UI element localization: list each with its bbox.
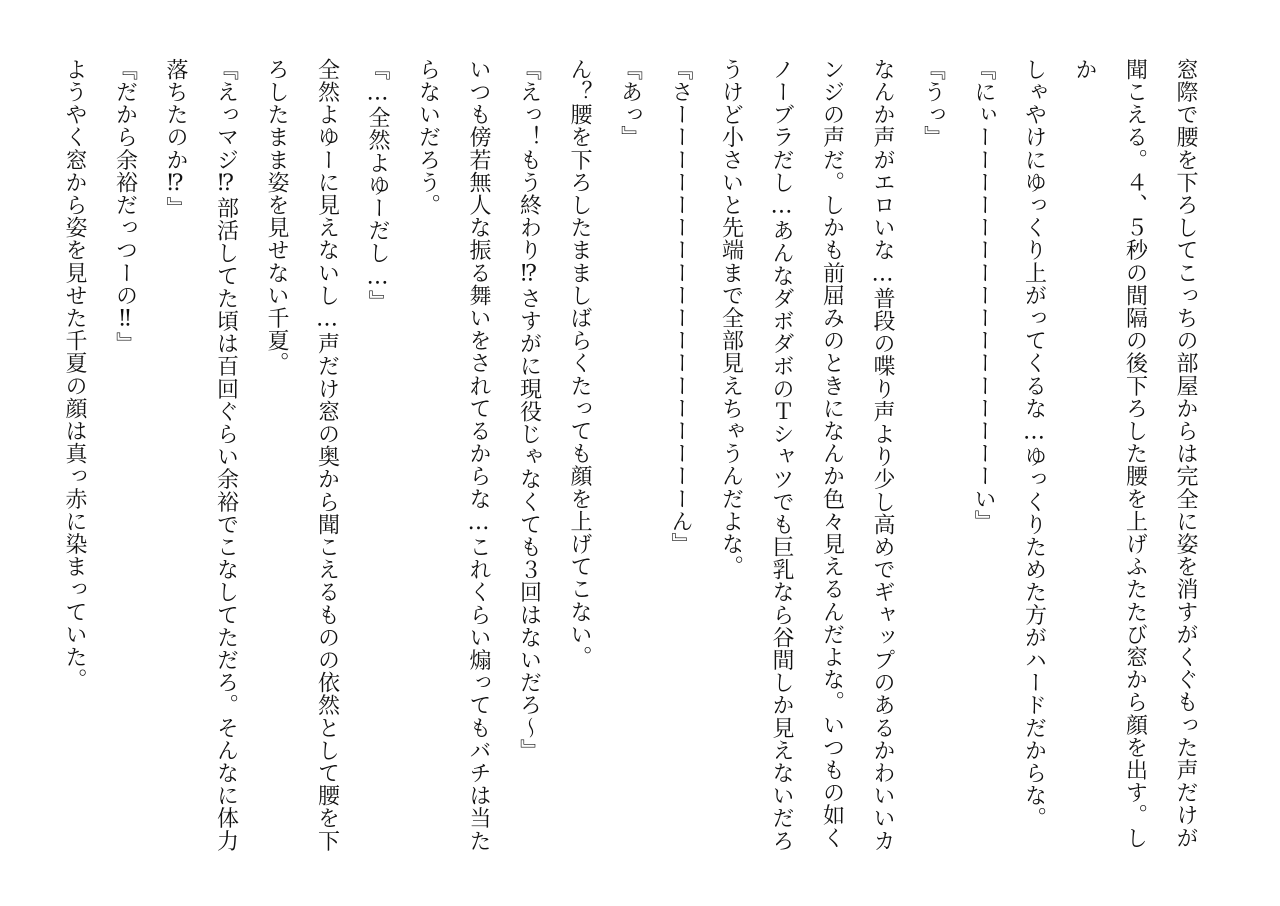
paragraph-narration-4: いつも傍若無人な振る舞いをされてるからな…これくらい煽ってもバチは当た らないだろう。 bbox=[415, 58, 491, 852]
dialogue-san: 『さーーーーーーーーーーーーーーーーーーん』 bbox=[668, 58, 693, 556]
dialogue-yoyuu: 『…全然よゆーだし…』 bbox=[365, 58, 390, 313]
dialogue-a: 『あっ』 bbox=[617, 58, 643, 149]
dialogue-maji: 『えっマジ⁉部活してた頃は百回ぐらい余裕でこなしてただろ。そんなに体力 落ちたのか⁉』 bbox=[163, 58, 239, 852]
paragraph-narration-2: なんか声がエロいな…普段の喋り声より少し高めでギャップのあるかわいいカ ンジの声だ。しかも前屈みのときになんか色々見えるんだよな。いつもの如く ノーブラだし…あんなダボダボのＴシャツでも巨乳なら谷間しか見えないだろ うけど小さいと先端まで全部見えちゃうんだよな。 bbox=[718, 58, 895, 852]
paragraph-narration-3: ん？腰を下ろしたまましばらくたっても顔を上げてこない。 bbox=[567, 58, 592, 669]
dialogue-owari: 『えっ！もう終わり⁉さすがに現役じゃなくても３回はないだろ〜』 bbox=[516, 58, 542, 762]
paragraph-narration-6: ようやく窓から姿を見せた千夏の顔は真っ赤に染まっていた。 bbox=[62, 58, 87, 691]
vertical-text-body bbox=[50, 58, 1210, 868]
paragraph-narration-5: 全然よゆーに見えないし…声だけ窓の奥から聞こえるものの依然として腰を下 ろしたまま姿を見せない千夏。 bbox=[264, 58, 340, 852]
dialogue-u: 『うっ』 bbox=[920, 58, 946, 149]
paragraph-narration-1: 窓際で腰を下ろしてこっちの部屋からは完全に姿を消すがくぐもった声だけが 聞こえる。４、５秒の間隔の後下ろした腰を上げふたたび窓から顔を出す。しか しゃやけにゆっくり上がってくるな…ゆっくりためた方がハードだからな。 bbox=[1021, 58, 1198, 849]
dialogue-dakara: 『だから余裕だっつーの‼』 bbox=[112, 58, 138, 355]
dialogue-ni: 『にぃーーーーーーーーーーーーーーーーい』 bbox=[971, 58, 996, 533]
